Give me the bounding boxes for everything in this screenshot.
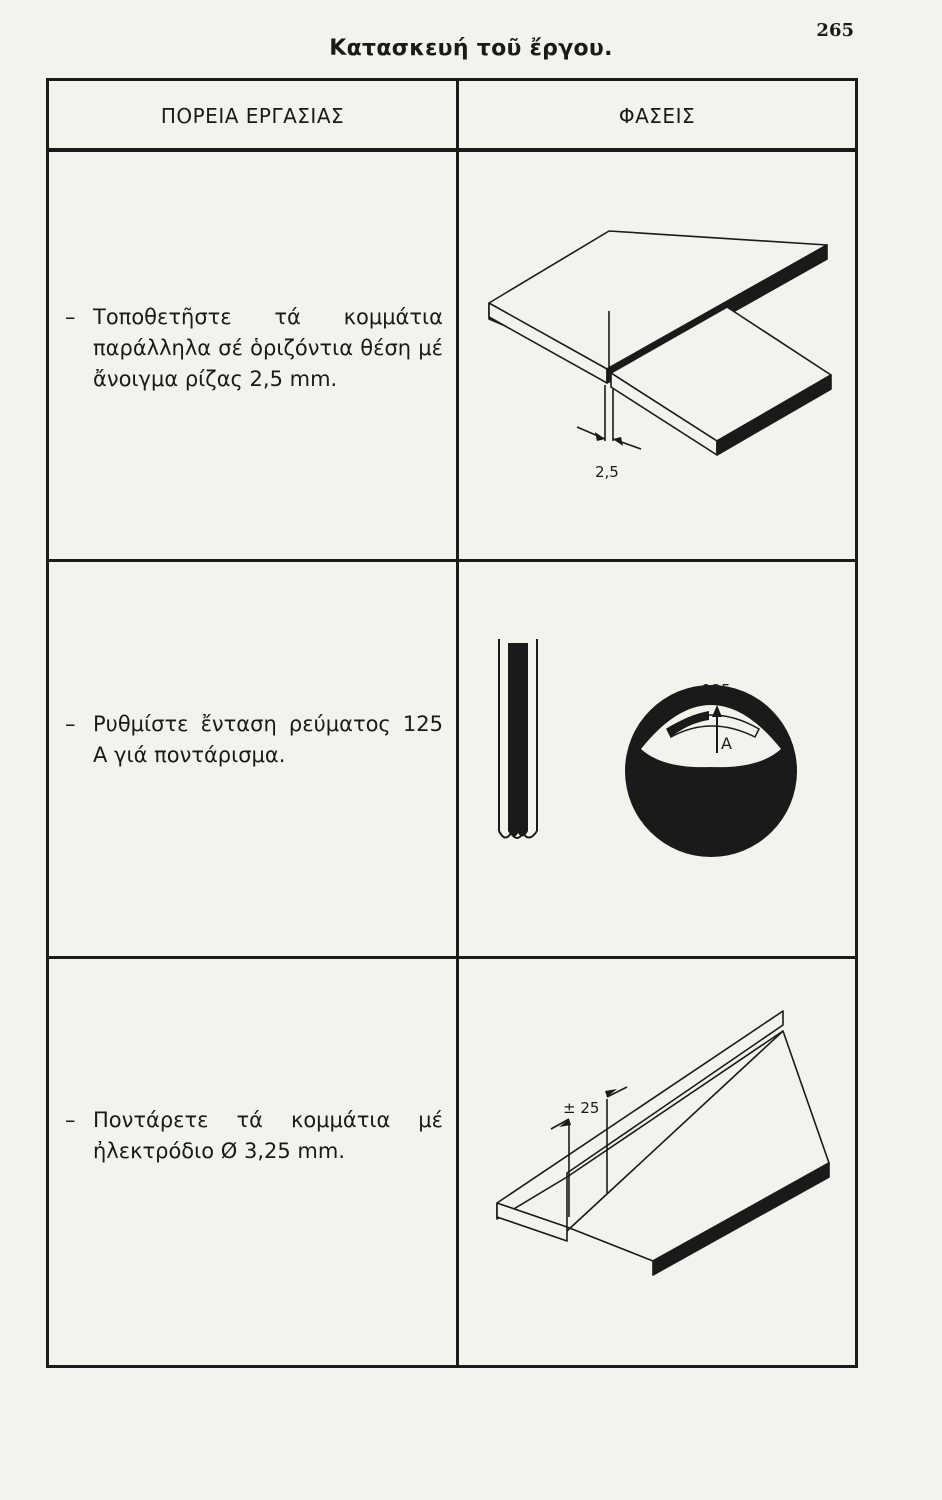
figure-tack-weld xyxy=(459,991,855,1291)
figure-ammeter xyxy=(459,621,855,921)
step-text xyxy=(67,1105,443,1167)
step-dash: – xyxy=(65,712,76,736)
column-header-phases: ΦΑΣΕΙΣ xyxy=(618,104,696,128)
page-title: Κατασκευή τοῦ ἔργου. xyxy=(329,36,613,61)
page-number: 265 xyxy=(816,20,854,41)
step-dash: – xyxy=(65,305,76,329)
figure-root-gap xyxy=(459,201,855,521)
tack-spacing-label: ± 25 xyxy=(563,1099,600,1117)
row-divider xyxy=(49,956,855,959)
ammeter-drawing xyxy=(459,621,855,921)
column-header-procedure: ΠΟΡΕΙΑ ΕΡΓΑΣΙΑΣ xyxy=(160,104,345,128)
ammeter-unit: A xyxy=(721,734,732,753)
root-gap-label: 2,5 xyxy=(595,463,619,481)
step-text xyxy=(67,709,443,771)
step-description: Ποντάρετε τά κομμάτια μέ ἠλεκτρόδιο Ø 3,25 mm. xyxy=(93,1108,443,1163)
root-gap-drawing xyxy=(459,201,855,521)
step-dash: – xyxy=(65,1108,76,1132)
step-description: Τοποθετῆστε τά κομμάτια παράλληλα σέ ὁριζόντια θέση μέ ἄνοιγμα ρίζας 2,5 mm. xyxy=(93,305,443,391)
step-text xyxy=(67,302,443,395)
step-description: Ρυθμίστε ἔνταση ρεύματος 125 A γιά ποντάρισμα. xyxy=(93,712,443,767)
tack-weld-drawing xyxy=(459,991,855,1291)
procedure-table xyxy=(46,78,858,1368)
ammeter-reading: 125 xyxy=(702,681,731,699)
row-divider xyxy=(49,559,855,562)
